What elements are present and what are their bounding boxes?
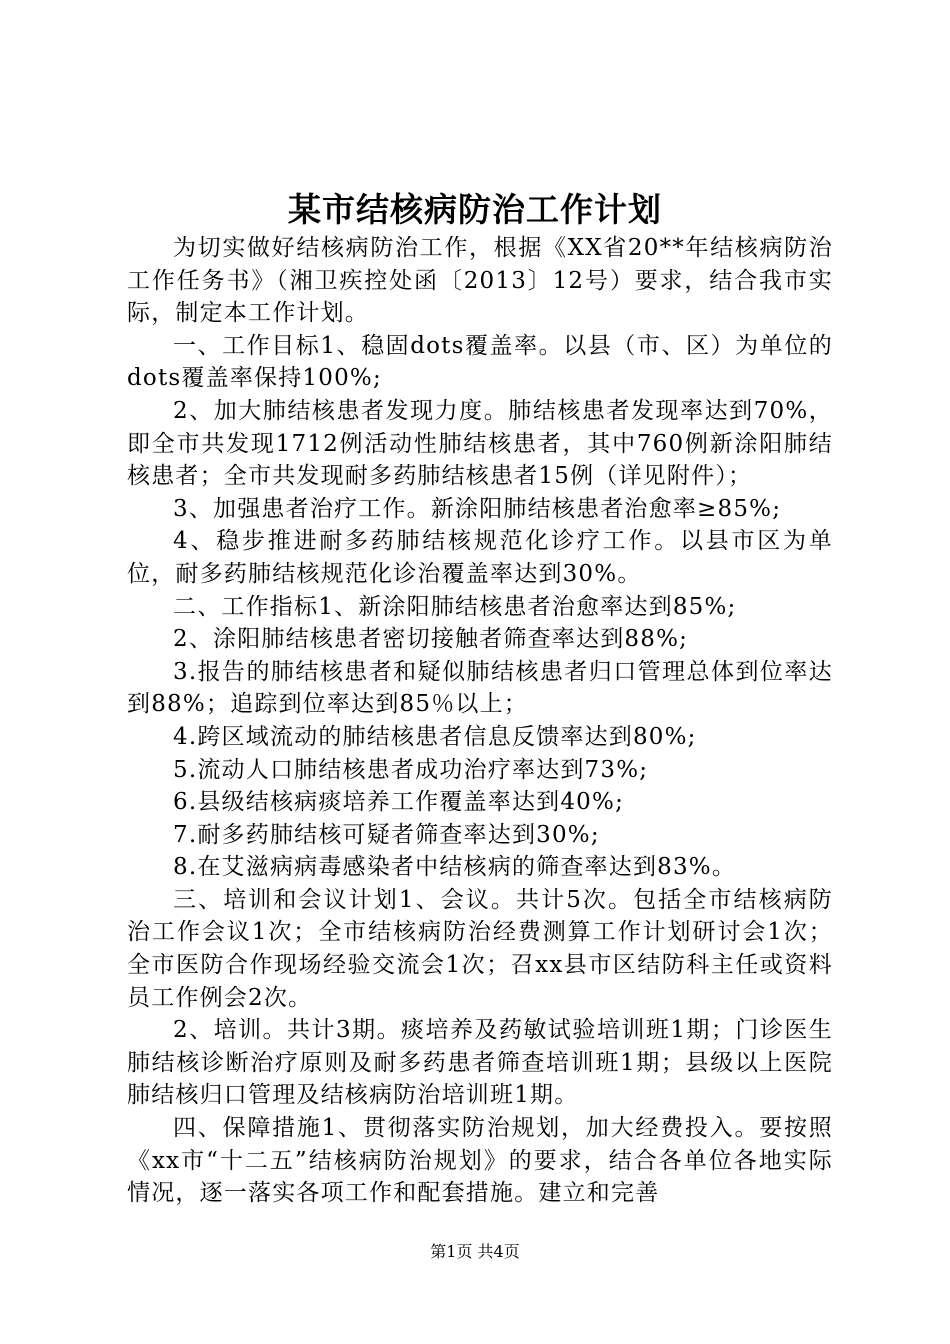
paragraph: 7.耐多药肺结核可疑者筛查率达到30%; [173, 821, 600, 848]
paragraph: 8.在艾滋病病毒感染者中结核病的筛查率达到83%。 [173, 854, 737, 881]
paragraph: 2、涂阳肺结核患者密切接触者筛查率达到88%; [173, 626, 689, 653]
paragraph: 3、加强患者治疗工作。新涂阳肺结核患者治愈率≥85%; [173, 495, 782, 522]
paragraph: 2、培训。共计3期。痰培养及药敏试验培训班1期；门诊医生肺结核诊断治疗原则及耐多药患者筛查培训班1期；县级以上医院肺结核归口管理及结核病防治培训班1期。 [127, 1017, 833, 1109]
document-title: 某市结核病防治工作计划 [288, 190, 662, 229]
document-body [127, 232, 833, 1210]
page-footer: 第1页 共4页 [430, 1242, 520, 1261]
paragraph: 3.报告的肺结核患者和疑似肺结核患者归口管理总体到位率达到88%；追踪到位率达到85％以上； [127, 658, 833, 718]
paragraph: 二、工作指标1、新涂阳肺结核患者治愈率达到85%; [173, 593, 737, 620]
paragraph: 4、稳步推进耐多药肺结核规范化诊疗工作。以县市区为单位，耐多药肺结核规范化诊治覆盖率达到30%。 [127, 528, 833, 587]
paragraph: 2、加大肺结核患者发现力度。肺结核患者发现率达到70%，即全市共发现1712例活动性肺结核患者，其中760例新涂阳肺结核患者；全市共发现耐多药肺结核患者15例（详见附件）； [127, 397, 833, 490]
paragraph: 四、保障措施1、贯彻落实防治规划，加大经费投入。要按照《xx市“十二五”结核病防治规划》的要求，结合各单位各地实际情况，逐一落实各项工作和配套措施。建立和完善 [127, 1115, 833, 1207]
paragraph: 一、工作目标1、稳固dots覆盖率。以县（市、区）为单位的dots覆盖率保持100%; [127, 332, 833, 392]
paragraph: 为切实做好结核病防治工作，根据《XX省20**年结核病防治工作任务书》（湘卫疾控处函〔2013〕12号）要求，结合我市实际，制定本工作计划。 [127, 235, 833, 327]
paragraph: 4.跨区域流动的肺结核患者信息反馈率达到80%; [173, 723, 697, 750]
paragraph: 5.流动人口肺结核患者成功治疗率达到73%; [173, 756, 649, 783]
paragraph: 6.县级结核病痰培养工作覆盖率达到40%; [173, 789, 625, 816]
paragraph: 三、培训和会议计划1、会议。共计5次。包括全市结核病防治工作会议1次；全市结核病防治经费测算工作计划研讨会1次；全市医防合作现场经验交流会1次；召xx县市区结防科主任或资料员工作例会2次。 [127, 886, 833, 1011]
